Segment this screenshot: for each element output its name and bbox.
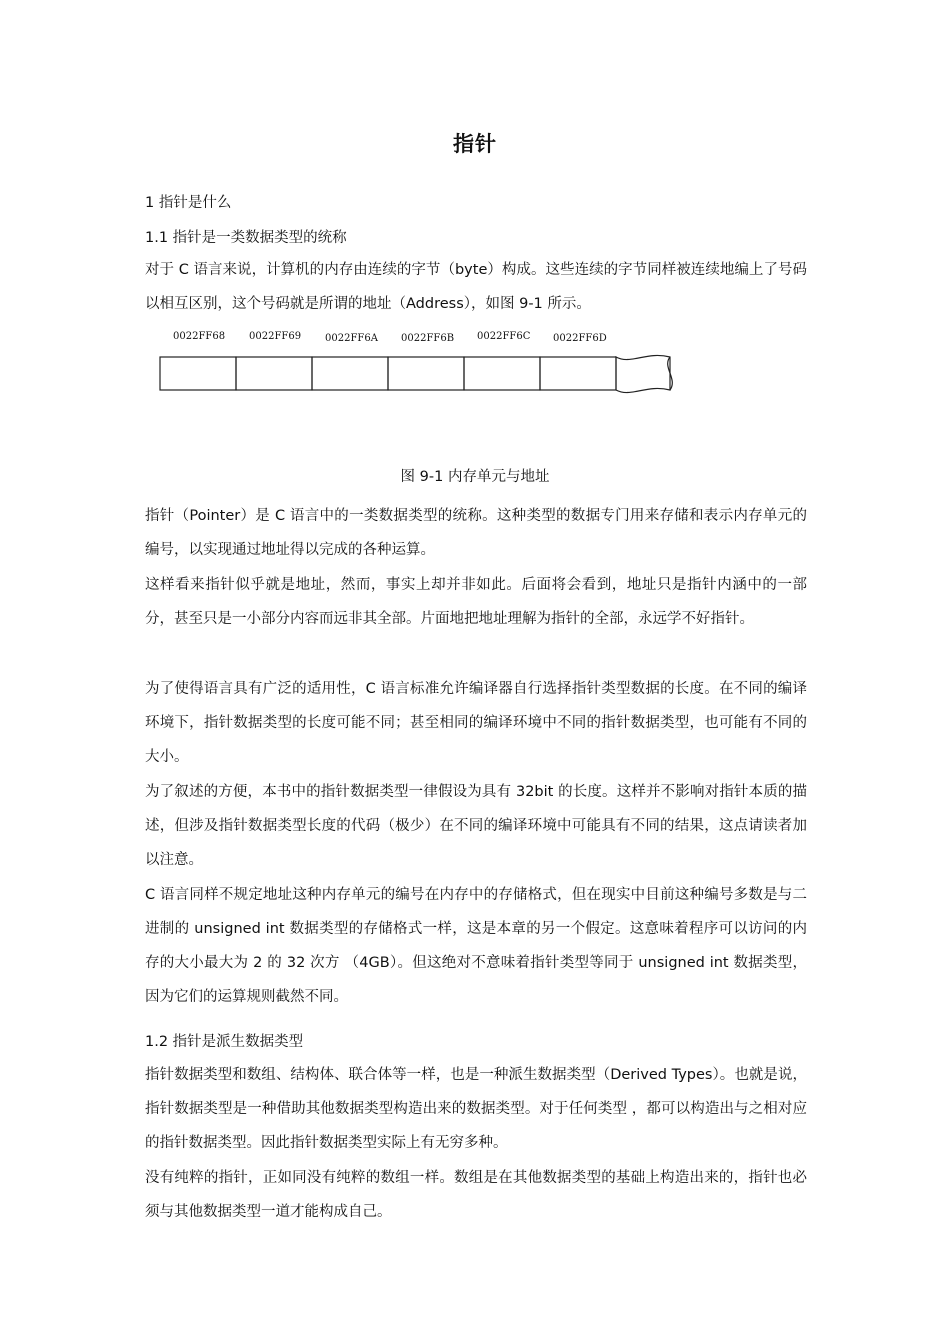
paragraph-derived-types [145,1058,807,1160]
page-title: 指针 [453,132,497,156]
paragraph-pointer-length [145,672,807,774]
memory-cell [160,357,236,390]
address-label: 0022FF6C [477,331,531,342]
address-label: 0022FF68 [173,331,226,342]
memory-cell [388,357,464,390]
memory-continuation [616,355,670,392]
paragraph-intro-text: 对于 C 语言来说，计算机的内存由连续的字节（byte）构成。这些连续的字节同样被连续地编上了号码以相互区别，这个号码就是所谓的地址（Address），如图 9-1 所示。 [145,262,807,312]
memory-diagram [155,326,685,398]
address-label: 0022FF6D [553,333,607,344]
paragraph-32bit-text: 为了叙述的方便，本书中的指针数据类型一律假设为具有 32bit 的长度。这样并不影响对指针本质的描述，但涉及指针数据类型长度的代码（极少）在不同的编译环境中可能具有不同的结果，这点请读者加以注意。 [145,784,807,868]
paragraph-not-address-text: 这样看来指针似乎就是地址，然而，事实上却并非如此。后面将会看到，地址只是指针内涵中的一部分，甚至只是一小部分内容而远非其全部。片面地把地址理解为指针的全部，永远学不好指针。 [145,577,807,627]
paragraph-pointer-length-text: 为了使得语言具有广泛的适用性，C 语言标准允许编译器自行选择指针类型数据的长度。在不同的编译环境下，指针数据类型的长度可能不同；甚至相同的编译环境中不同的指针数据类型，也可能有不同的大小。 [145,681,807,765]
section-heading-1-2: 1.2 指针是派生数据类型 [145,1034,304,1050]
memory-cell [540,357,616,390]
memory-cell [312,357,388,390]
paragraph-32bit [145,775,807,877]
figure-caption: 图 9-1 内存单元与地址 [400,469,550,485]
paragraph-derived-types-text: 指针数据类型和数组、结构体、联合体等一样，也是一种派生数据类型（Derived Types）。也就是说，指针数据类型是一种借助其他数据类型构造出来的数据类型。对于任何类型 ，都可以构造出与之相对应的指针数据类型。因此指针数据类型实际上有无穷多种。 [145,1067,807,1151]
paragraph-not-address [145,568,807,636]
address-label: 0022FF69 [249,331,302,342]
section-heading-1-1: 1.1 指针是一类数据类型的统称 [145,230,347,246]
paragraph-no-pure-pointer [145,1161,807,1229]
paragraph-pointer-definition [145,499,807,567]
memory-cell [464,357,540,390]
memory-cell [236,357,312,390]
paragraph-storage-format-text: C 语言同样不规定地址这种内存单元的编号在内存中的存储格式，但在现实中目前这种编号多数是与二进制的 unsigned int 数据类型的存储格式一样，这是本章的另一个假定。这意味着程序可以访问的内存的大小最大为 2 的 32 次方 （4GB）。但这绝对不意味着指针类型等同于 unsigned int 数据类型，因为它们的运算规则截然不同。 [145,887,807,1005]
address-label: 0022FF6A [325,333,378,344]
paragraph-no-pure-pointer-text: 没有纯粹的指针，正如同没有纯粹的数组一样。数组是在其他数据类型的基础上构造出来的，指针也必须与其他数据类型一道才能构成自己。 [145,1170,807,1220]
memory-diagram-svg [155,326,685,398]
paragraph-intro [145,253,807,321]
paragraph-pointer-definition-text: 指针（Pointer）是 C 语言中的一类数据类型的统称。这种类型的数据专门用来存储和表示内存单元的编号，以实现通过地址得以完成的各种运算。 [145,508,807,558]
section-heading-1: 1 指针是什么 [145,195,232,211]
paragraph-storage-format [145,878,807,1014]
address-label: 0022FF6B [401,333,455,344]
